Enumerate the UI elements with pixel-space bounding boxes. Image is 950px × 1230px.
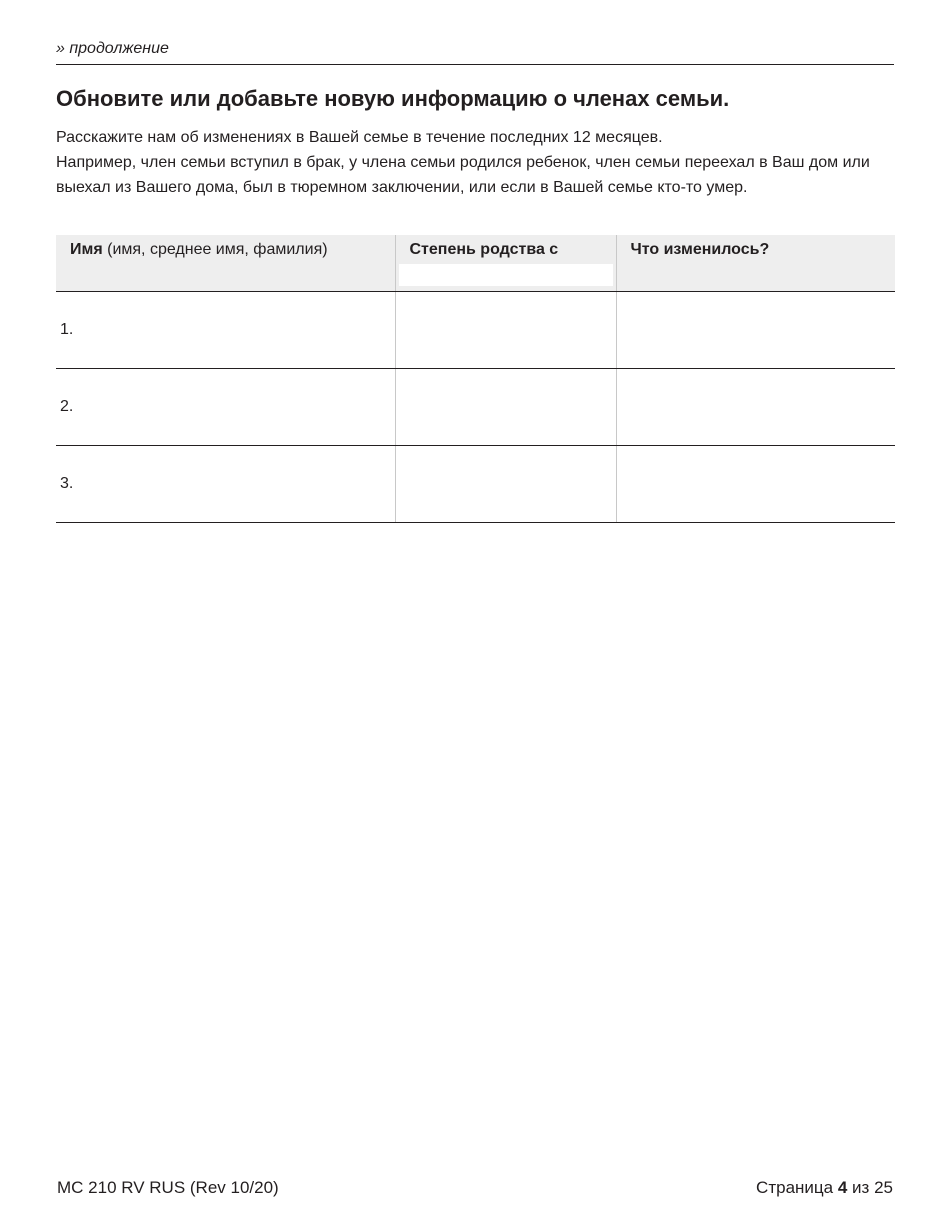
row-number: 1.: [60, 321, 74, 338]
column-header-change: [616, 235, 895, 292]
table-row: [56, 446, 895, 523]
table-row: [56, 292, 895, 369]
change-cell[interactable]: [616, 369, 895, 446]
name-cell[interactable]: [56, 292, 395, 369]
column-header-name: [56, 235, 395, 292]
form-id: MC 210 RV RUS (Rev 10/20): [57, 1178, 279, 1197]
continued-label: » продолжение: [56, 40, 169, 57]
row-number: 3.: [60, 475, 74, 492]
row-number: 2.: [60, 398, 74, 415]
intro-line-2: Например, член семьи вступил в брак, у члена семьи родился ребенок, член семьи переехал в Ваш дом или выехал из Вашего дома, был в тюремном заключении, или если в Вашей семье кто-то умер.: [56, 154, 870, 196]
column-header-name-bold: Имя: [70, 241, 103, 258]
table-row: [56, 369, 895, 446]
family-members-table: [56, 235, 895, 523]
column-header-relation-label: Степень родства с: [409, 241, 559, 258]
column-header-change-label: Что изменилось?: [630, 241, 770, 258]
section-intro: [56, 125, 894, 200]
relation-to-input[interactable]: [399, 264, 613, 286]
column-header-relation: [395, 235, 616, 292]
page-current: 4: [837, 1178, 848, 1197]
page-word: Страница: [756, 1178, 834, 1197]
page-of: из: [852, 1178, 870, 1197]
section-title: Обновите или добавьте новую информацию о членах семьи.: [56, 86, 730, 111]
change-cell[interactable]: [616, 446, 895, 523]
intro-line-1: Расскажите нам об изменениях в Вашей семье в течение последних 12 месяцев.: [56, 129, 663, 146]
relation-cell[interactable]: [395, 369, 616, 446]
relation-cell[interactable]: [395, 446, 616, 523]
column-header-name-hint: (имя, среднее имя, фамилия): [107, 241, 328, 258]
page-number: [756, 1178, 893, 1198]
header-divider: [56, 64, 894, 65]
table-header-row: [56, 235, 895, 292]
name-cell[interactable]: [56, 369, 395, 446]
page-total: 25: [874, 1178, 893, 1197]
change-cell[interactable]: [616, 292, 895, 369]
relation-cell[interactable]: [395, 292, 616, 369]
name-cell[interactable]: [56, 446, 395, 523]
